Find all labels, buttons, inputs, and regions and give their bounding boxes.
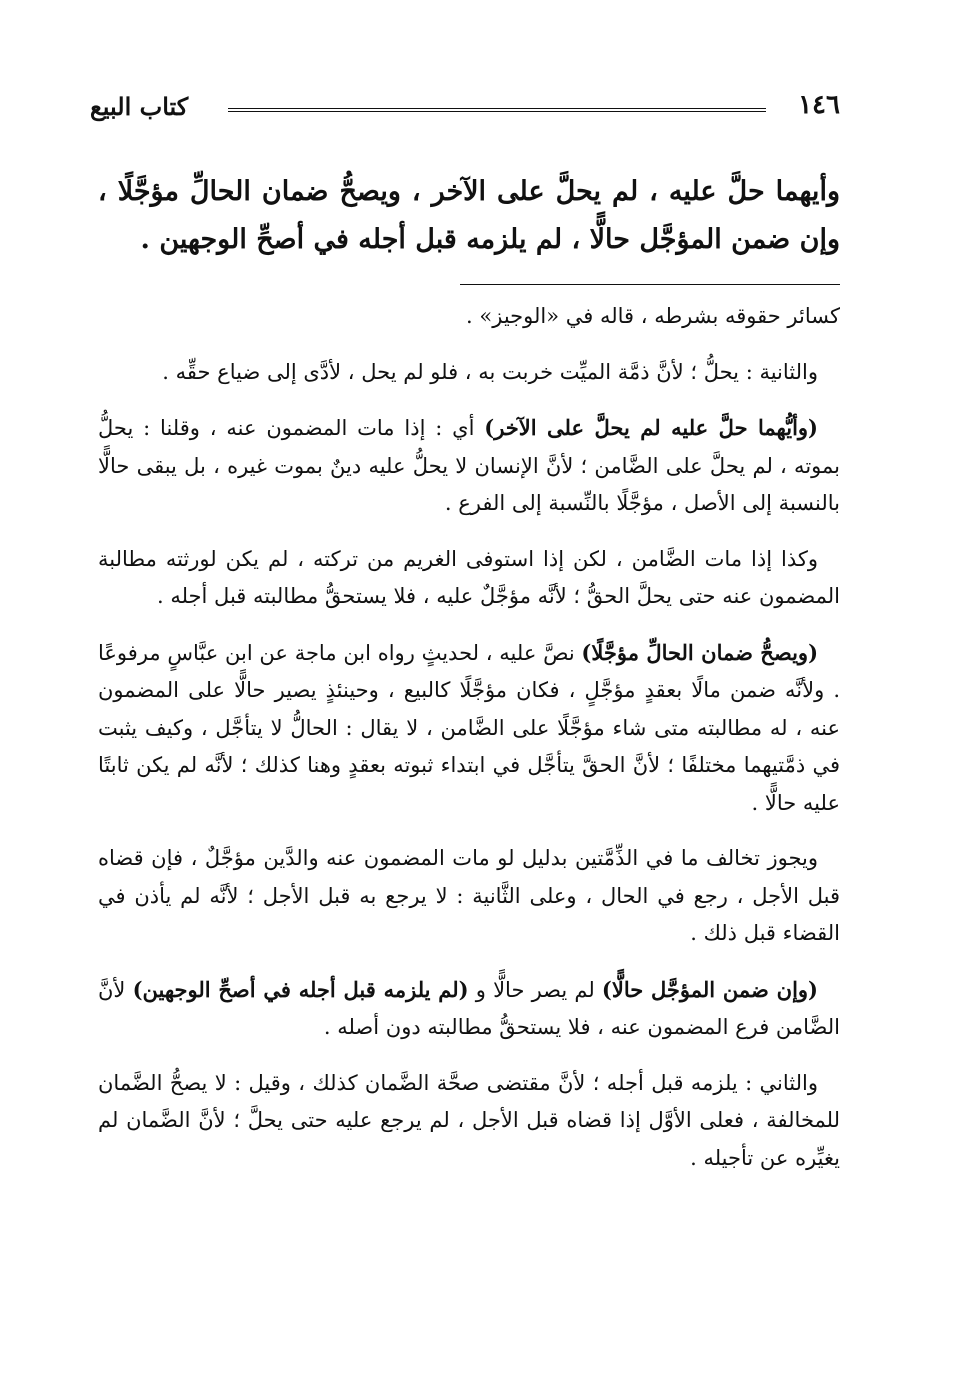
commentary-paragraph-8: والثاني : يلزمه قبل أجله ؛ لأنَّ مقتضى صحَّة الضَّمان كذلك ، وقيل : لا يصحُّ الضَّمان للمخالفة ، فعلى الأوَّل إذا قضاه قبل الأجل ، لم يرجع عليه حتى يحلَّ ؛ لأنَّ الضَّمان لم يغيِّره عن تأجيله . — [98, 1070, 840, 1170]
commentary-paragraph-1: كسائر حقوقه بشرطه ، قاله في «الوجيز» . — [466, 304, 840, 328]
commentary-text: نصَّ عليه ، لحديثٍ رواه ابن ماجة عن ابن عبَّاسٍ مرفوعًا . ولأنَّه ضمن مالًا بعقدٍ مؤجَّلٍ ، فكان مؤجَّلًا كالبيع ، وحينئذٍ يصير حالًّا على المضمون عنه ، له مطالبته متى شاء مؤجَّلًا على الضَّامن ، لا يقال : الحالُّ لا يتأجَّل ، وكيف يثبت في ذمَّتيهما مختلفًا ؛ لأنَّ الحقَّ يتأجَّل في ابتداء ثبوته بعقدٍ وهنا كذلك ؛ لأنَّه لم يكن ثابتًا عليه حالًّا . — [98, 640, 840, 815]
main-text-paragraph: وأيهما حلَّ عليه ، لم يحلَّ على الآخر ، ويصحُّ ضمان الحالِّ مؤجَّلًا ، وإن ضمن المؤجَّل حالًّا ، لم يلزمه قبل أجله في أصحِّ الوجهين . — [98, 176, 840, 255]
commentary-text: لم يصر حالًّا و — [468, 977, 602, 1002]
commentary-paragraph-3 — [98, 409, 840, 523]
quoted-text: (وأيُّهما حلَّ عليه لم يحلَّ على الآخر) — [484, 415, 818, 440]
book-title: كتاب البيع — [90, 92, 189, 121]
commentary-paragraph-4: وكذا إذا مات الضَّامن ، لكن إذا استوفى الغريم من تركته ، لم يكن لورثته مطالبة المضمون عنه حتى يحلَّ الحقُّ ؛ لأنَّه مؤجَّلٌ عليه ، فلا يستحقُّ مطالبته قبل أجله . — [98, 546, 840, 608]
commentary-paragraph-6: ويجوز تخالف ما في الذِّمَّتين بدليل لو مات المضمون عنه والدَّين مؤجَّلٌ ، فإن قضاه قبل الأجل ، رجع في الحال ، وعلى الثَّانية : لا يرجع به قبل الأجل ؛ لأنَّه لم يأذن في القضاء قبل ذلك . — [98, 846, 840, 945]
commentary-paragraph-2: والثانية : يحلُّ ؛ لأنَّ ذمَّة الميِّت خربت به ، فلو لم يحل ، لأدَّى إلى ضياع حقِّه . — [162, 359, 818, 384]
commentary-text: لأنَّ الضَّامن فرع المضمون عنه ، فلا يستحقُّ مطالبته دون أصله . — [98, 977, 840, 1039]
quoted-text: (لم يلزمه قبل أجله في أصحِّ الوجهين) — [132, 976, 469, 1002]
commentary-paragraph-5 — [98, 634, 840, 823]
quoted-text: (وإن ضمن المؤجَّل حالًّا) — [601, 976, 818, 1002]
main-text — [98, 168, 840, 264]
commentary-paragraph-7 — [98, 971, 840, 1047]
page-header — [90, 88, 840, 128]
commentary-text: أي : إذا مات المضمون عنه ، وقلنا : يحلُّ بموته ، لم يحلَّ على الضَّامن ؛ لأنَّ الإنسان لا يحلُّ عليه دينٌ بموت غيره ، بل يبقى حالًّا بالنسبة إلى الأصل ، مؤجَّلًا بالنِّسبة إلى الفرع . — [98, 416, 840, 515]
commentary — [98, 298, 840, 1195]
quoted-text: (ويصحُّ ضمان الحالِّ مؤجَّلًا) — [581, 639, 819, 665]
page-number: ١٤٦ — [798, 90, 840, 120]
header-rule — [228, 108, 766, 112]
text-divider — [460, 284, 840, 285]
